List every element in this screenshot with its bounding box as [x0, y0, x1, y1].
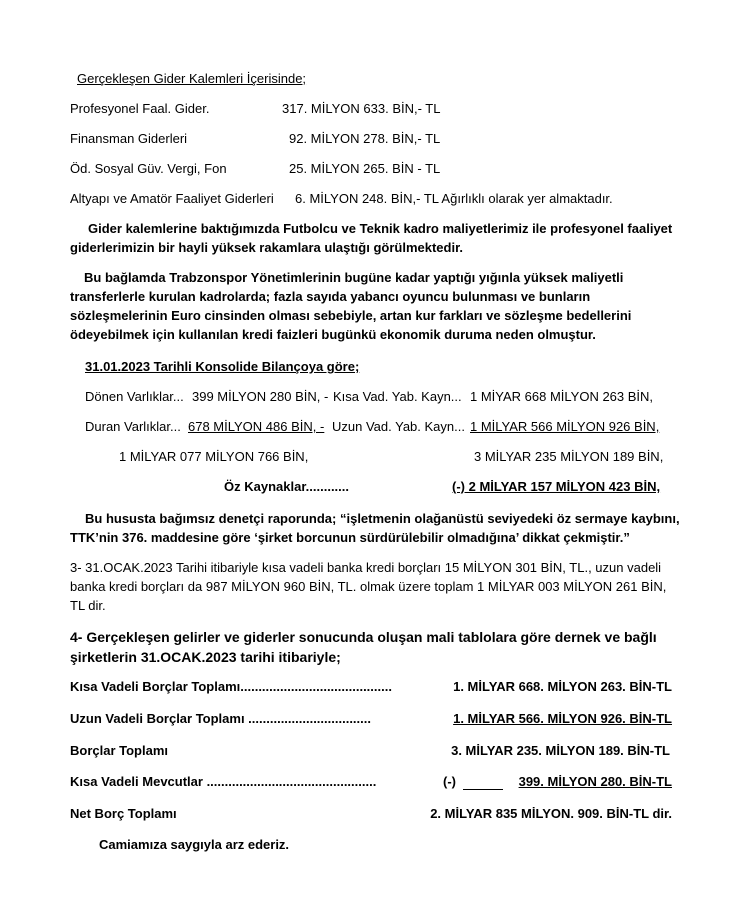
- kisa-vad-value: 1 MİYAR 668 MİLYON 263 BİN,: [470, 389, 654, 404]
- borclar-label: Borçlar Toplamı: [70, 743, 169, 758]
- net-borc-value: 2. MİLYAR 835 MİLYON. 909. BİN-TL dir.: [430, 806, 672, 821]
- paragraph-3: Bu hususta bağımsız denetçi raporunda; “işletmenin olağanüstü seviyedeki öz sermaye kaybını, TTK’nin 376. maddesine göre ‘şirket borcunun sürdürülebilir olmadığına’ dikkat çekmiştir.”: [70, 511, 680, 545]
- equity-value: (-) 2 MİLYAR 157 MİLYON 423 BİN,: [452, 479, 661, 494]
- expense-label-2: Finansman Giderleri: [70, 131, 188, 146]
- borclar-value: 3. MİLYAR 235. MİLYON 189. BİN-TL: [451, 743, 670, 758]
- section-title: Gerçekleşen Gider Kalemleri İçerisinde;: [77, 71, 307, 86]
- closing-text: Camiamıza saygıyla arz ederiz.: [99, 837, 290, 852]
- total-liabilities: 3 MİLYAR 235 MİLYON 189 BİN,: [474, 449, 664, 464]
- mevcut-value: 399. MİLYON 280. BİN-TL: [518, 774, 672, 789]
- equity-label: Öz Kaynaklar............: [224, 479, 349, 494]
- expense-label-3: Öd. Sosyal Güv. Vergi, Fon: [70, 161, 227, 176]
- mevcut-prefix: (-): [443, 774, 456, 789]
- donen-value: 399 MİLYON 280 BİN, -: [192, 389, 329, 404]
- uzun-borc-label: Uzun Vadeli Borçlar Toplamı ..................................: [70, 711, 371, 726]
- balance-title: 31.01.2023 Tarihli Konsolide Bilançoya göre;: [85, 359, 360, 374]
- mevcut-underline-gap: [463, 789, 503, 790]
- paragraph-4: 3- 31.OCAK.2023 Tarihi itibariyle kısa vadeli banka kredi borçları 15 MİLYON 301 BİN, TL., uzun vadeli banka kredi borçları da 987 MİLYON 960 BİN, TL. olmak üzere toplam 1 MİLYAR 003 MİLYON 261 BİN, TL dir.: [70, 560, 667, 613]
- expense-value-1: 317. MİLYON 633. BİN,- TL: [282, 101, 441, 116]
- duran-label: Duran Varlıklar...: [85, 419, 181, 434]
- expense-label-4: Altyapı ve Amatör Faaliyet Giderleri: [70, 191, 274, 206]
- uzun-vad-value: 1 MİLYAR 566 MİLYON 926 BİN,: [470, 419, 660, 434]
- expense-label-1: Profesyonel Faal. Gider.: [70, 101, 210, 116]
- expense-value-2: 92. MİLYON 278. BİN,- TL: [289, 131, 441, 146]
- kisa-borc-value: 1. MİLYAR 668. MİLYON 263. BİN-TL: [453, 679, 672, 694]
- total-assets: 1 MİLYAR 077 MİLYON 766 BİN,: [119, 449, 309, 464]
- net-borc-label: Net Borç Toplamı: [70, 806, 177, 821]
- paragraph-1: Gider kalemlerine baktığımızda Futbolcu ve Teknik kadro maliyetlerimiz ile profesyonel faaliyet giderlerimizin bir hayli yüksek rakamlara ulaştığı görülmektedir.: [70, 221, 673, 255]
- uzun-vad-label: Uzun Vad. Yab. Kayn...: [332, 419, 465, 434]
- uzun-borc-value: 1. MİLYAR 566. MİLYON 926. BİN-TL: [453, 711, 672, 726]
- paragraph-2: Bu bağlamda Trabzonspor Yönetimlerinin bugüne kadar yaptığı yığınla yüksek maliyetli transferlerle kurulan kadrolarda; fazla sayıda yabancı oyuncu bulunması ve bunların sözleşmelerinin Euro cinsinden olması sebebiyle, artan kur farkları ve sözleşme bedellerini ödeyebilmek için kullanılan kredi faizleri bugünkü ekonomik duruma neden olmuştur.: [70, 270, 632, 342]
- kisa-vad-label: Kısa Vad. Yab. Kayn...: [333, 389, 462, 404]
- duran-value: 678 MİLYON 486 BİN, -: [188, 419, 325, 434]
- donen-label: Dönen Varlıklar...: [85, 389, 184, 404]
- mevcut-label: Kısa Vadeli Mevcutlar ...............................................: [70, 774, 377, 789]
- kisa-borc-label: Kısa Vadeli Borçlar Toplamı..........................................: [70, 679, 392, 694]
- expense-value-3: 25. MİLYON 265. BİN - TL: [289, 161, 441, 176]
- heading-4: 4- Gerçekleşen gelirler ve giderler sonucunda oluşan mali tablolara göre dernek ve bağlı şirketlerin 31.OCAK.2023 tarihi itibariyle;: [70, 629, 657, 665]
- expense-value-4: 6. MİLYON 248. BİN,- TL Ağırlıklı olarak yer almaktadır.: [295, 191, 613, 206]
